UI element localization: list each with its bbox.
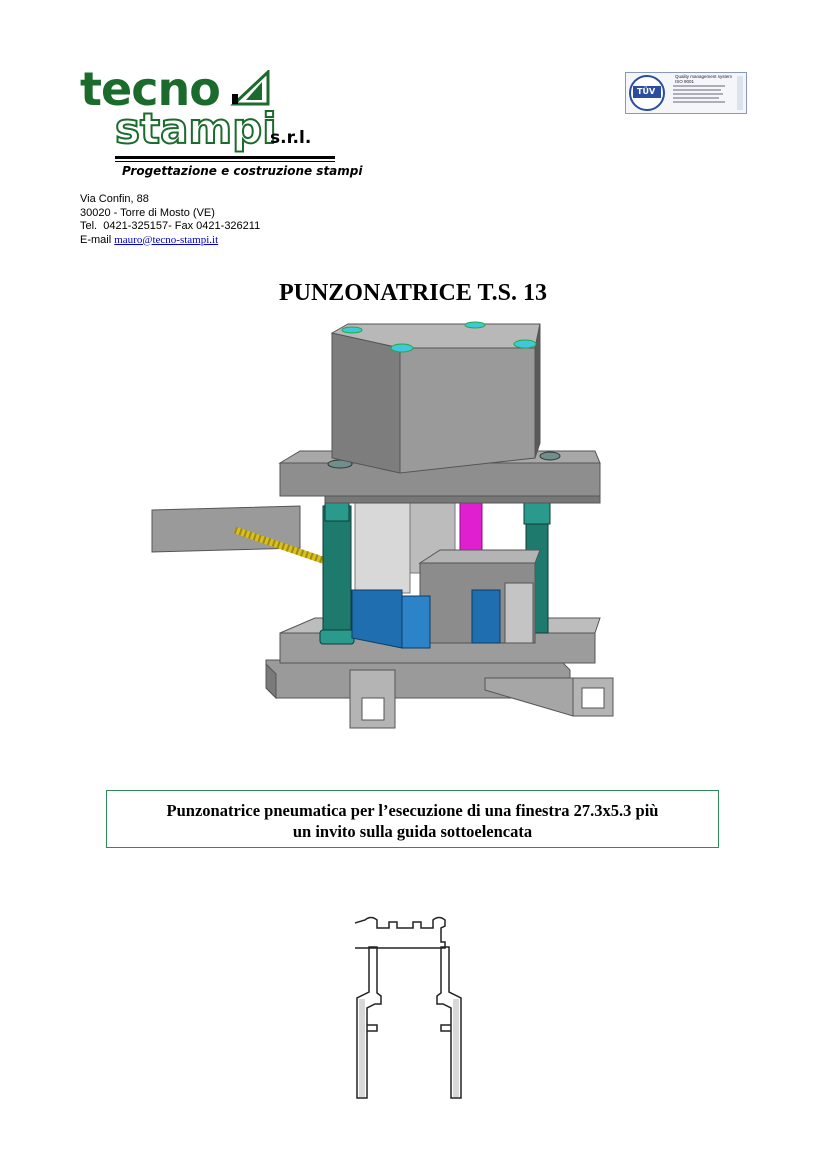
logo-tecno-text: tecno <box>80 62 220 116</box>
address-street: Via Confin, 88 <box>80 193 149 205</box>
description-box <box>106 790 719 848</box>
address-phone: Tel. 0421-325157- Fax 0421-326211 <box>80 220 261 232</box>
address-email-row <box>80 234 260 248</box>
document-title: PUNZONATRICE T.S. 13 <box>278 280 548 306</box>
profile-cross-section <box>355 915 475 1103</box>
logo-stampi-text: stampi <box>115 104 277 153</box>
description-line-1: Punzonatrice pneumatica per l’esecuzione di una finestra 27.3x5.3 più <box>166 801 659 820</box>
certification-badge <box>625 72 747 114</box>
logo-srl: s.r.l. <box>270 128 312 148</box>
bottom-rails <box>266 660 613 728</box>
certification-standard: ISO 9001 <box>675 79 695 84</box>
logo-divider <box>115 156 335 159</box>
description-line-2: un invito sulla guida sottoelencata <box>292 822 533 841</box>
tuv-label: TÜV <box>637 87 656 96</box>
company-address <box>80 193 260 247</box>
side-bar <box>152 506 340 566</box>
company-tagline: Progettazione e costruzione stampi <box>122 164 363 178</box>
machine-illustration <box>140 318 620 738</box>
blue-blocks <box>352 590 500 648</box>
email-label: E-mail <box>80 233 115 246</box>
top-block <box>332 322 540 473</box>
logo-triangle-icon <box>228 70 274 106</box>
email-link[interactable]: mauro@tecno-stampi.it <box>114 233 219 246</box>
address-city: 30020 - Torre di Mosto (VE) <box>80 206 215 219</box>
logo-divider-thin <box>115 161 335 162</box>
certification-label: Quality management system <box>675 74 733 79</box>
profile-outline <box>355 918 461 1099</box>
